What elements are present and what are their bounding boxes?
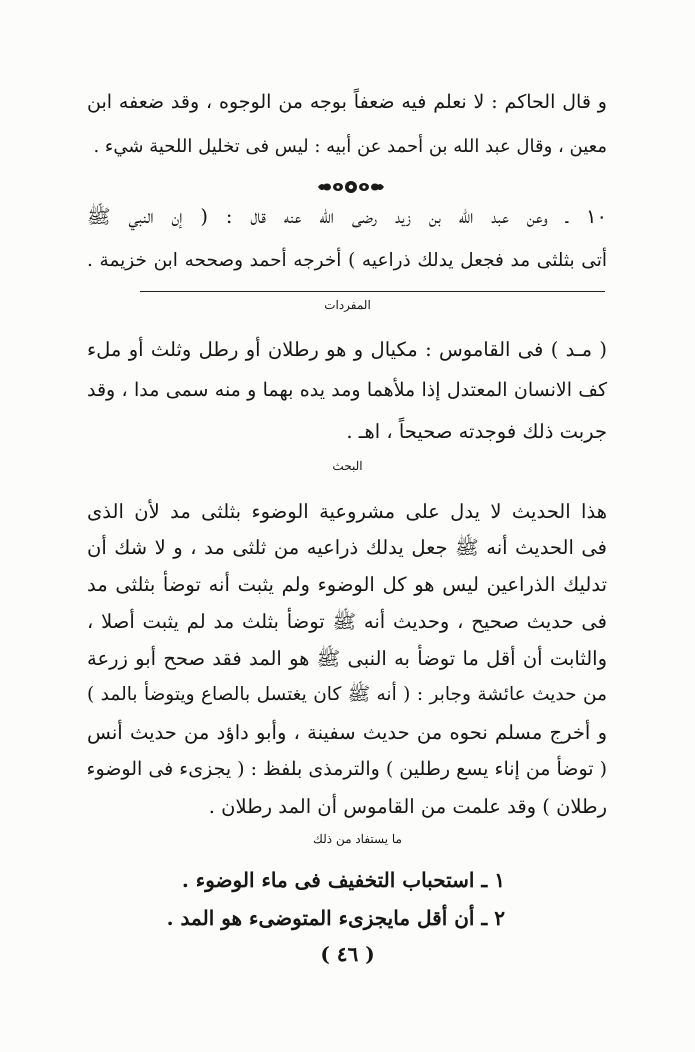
text-line: هذا الحديث لا يدل على مشروعية الوضوء بثلثى مد لأن الذى — [87, 500, 607, 523]
text-line: ( مـد ) فى القاموس : مكيال و هو رطلان أو رطل وثلث أو ملء — [87, 338, 607, 361]
section-heading-research: البحث — [332, 459, 363, 473]
text-line: معين ، وقال عبد الله بن أحمد عن أبيه : ليس فى تخليل اللحية شيء . — [93, 136, 607, 157]
text-line: و قال الحاكم : لا نعلم فيه ضعفاً بوجه من الوجوه ، وقد ضعفه ابن — [87, 91, 607, 113]
benefit-item: ٢ ـ أن أقل مايجزىء المتوضىء هو المد . — [166, 906, 505, 930]
text-line: تدليك الذراعين ليس هو كل الوضوء ولم يثبت أنه توضأ بثلثى مد — [87, 573, 607, 596]
text-line: جربت ذلك فوجدته صحيحاً ، اهـ . — [346, 420, 607, 443]
text-line: و أخرج مسلم نحوه من حديث سفينة ، وأبو داؤد من حديث أنس — [87, 721, 607, 744]
floral-ornament-icon — [316, 177, 386, 197]
text-line: رطلان ) وقد علمت من القاموس أن المد رطلان . — [208, 795, 607, 818]
section-heading-benefits: ما يستفاد من ذلك — [313, 832, 402, 846]
section-heading-vocab: المفردات — [324, 298, 371, 312]
text-line: ( توضأ من إناء يسع رطلين ) والترمذى بلفظ : ( يجزىء فى الوضوء — [86, 758, 607, 780]
text-line: من حديث عائشة وجابر : ( أنه ﷺ كان يغتسل بالصاع ويتوضأ بالمد ) — [87, 684, 607, 705]
section-divider — [140, 291, 605, 292]
text-line: ١٠ ـ وعن عبد الله بن زيد رضى الله عنه قال : ( إن النبي ﷺ — [87, 205, 607, 228]
text-line: فى الحديث أنه ﷺ جعل يدلك ذراعيه من ثلثى مد ، و لا شك أن — [87, 536, 607, 559]
text-line: والثابت أن أقل ما توضأ به النبى ﷺ هو المد فقد صحح أبو زرعة — [87, 647, 607, 670]
text-line: كف الانسان المعتدل إذا ملأهما ومد يده بهما و منه سمى مدا ، وقد — [87, 379, 607, 401]
page-number: ( ٤٦ ) — [320, 942, 375, 966]
benefit-item: ١ ـ استحباب التخفيف فى ماء الوضوء . — [181, 868, 505, 892]
text-line: فى حديث صحيح ، وحديث أنه ﷺ توضأ بثلث مد لم يثبت أصلا ، — [87, 610, 607, 633]
text-line: أتى بثلثى مد فجعل يدلك ذراعيه ) أخرجه أحمد وصححه ابن خزيمة . — [87, 250, 607, 271]
